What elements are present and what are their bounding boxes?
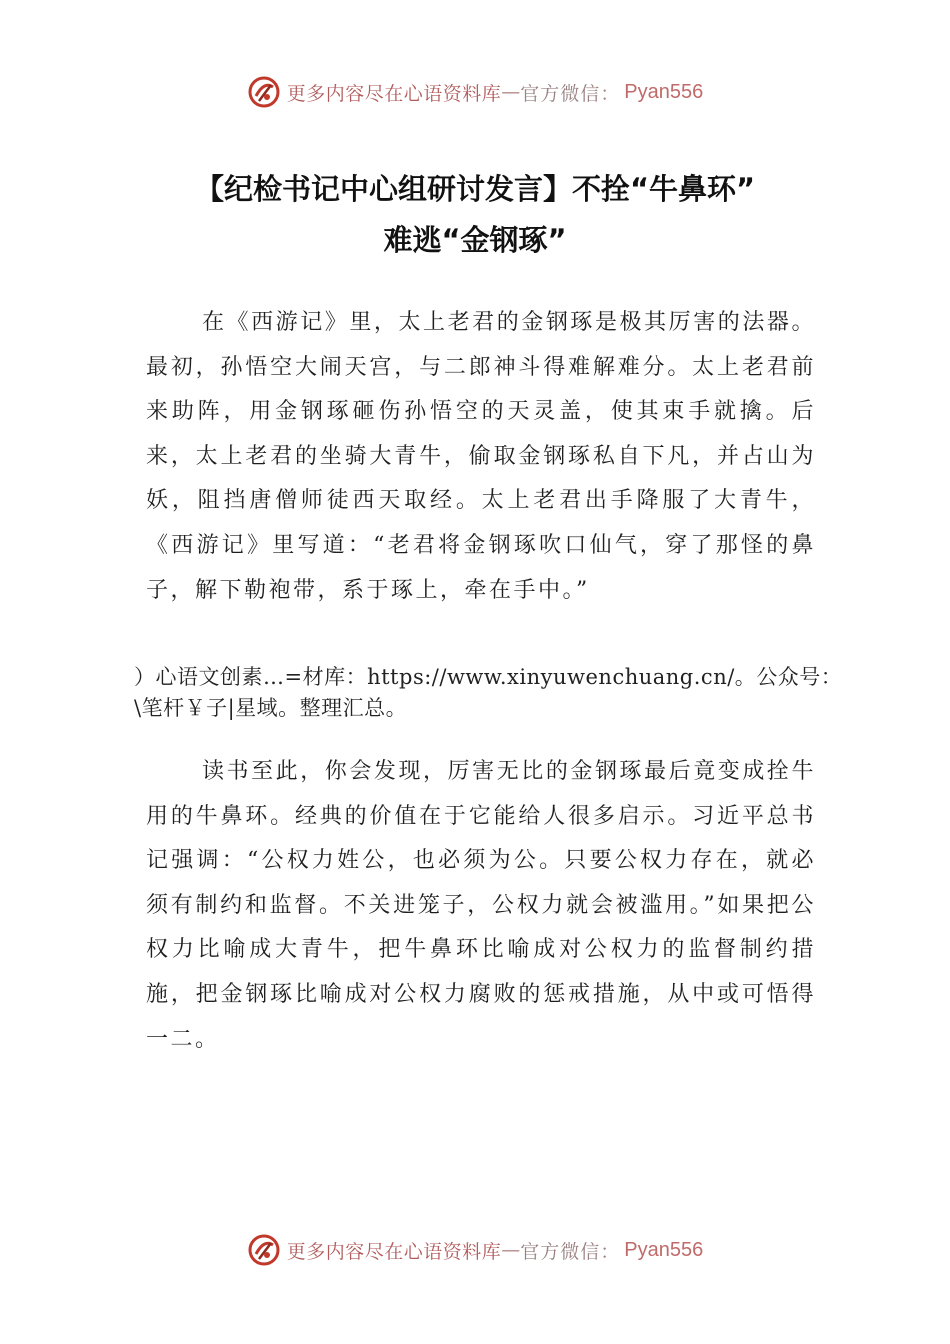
paragraph-1: 在《西游记》里，太上老君的金钢琢是极其厉害的法器。最初，孙悟空大闹天宫，与二郎神斗得难解难分。太上老君前来助阵，用金钢琢砸伤孙悟空的天灵盖，使其束手就擒。后来，太上老君的坐骑大青牛，偷取金钢琢私自下凡，并占山为妖，阻挡唐僧师徒西天取经。太上老君出手降服了大青牛，《西游记》里写道：“老君将金钢琢吹口仙气，穿了那怪的鼻子，解下勒袍带，系于琢上，牵在手中。” xyxy=(146,310,816,603)
wechat-label: 官方微信： xyxy=(520,82,621,105)
banner-text: 更多内容尽在心语资料库 xyxy=(286,82,502,105)
document-title xyxy=(100,164,850,266)
seal-logo-icon xyxy=(247,1233,281,1267)
seal-logo-icon xyxy=(247,75,281,109)
banner-dash: — xyxy=(501,81,521,103)
header-banner xyxy=(0,72,950,112)
wechat-id: Pyan556 xyxy=(624,1238,704,1261)
title-line-2: 难逃“金钢琢” xyxy=(383,223,567,257)
wechat-label: 官方微信： xyxy=(520,1240,621,1263)
footer-banner xyxy=(0,1230,950,1270)
banner-dash: — xyxy=(501,1239,521,1261)
source-note: ）心语文创素…=材库：https://www.xinyuwenchuang.cn/。公众号：\笔杆￥子|星域。整理汇总。 xyxy=(134,665,843,720)
paragraph-2: 读书至此，你会发现，厉害无比的金钢琢最后竟变成拴牛用的牛鼻环。经典的价值在于它能给人很多启示。习近平总书记强调：“公权力姓公，也必须为公。只要公权力存在，就必须有制约和监督。不关进笼子，公权力就会被滥用。”如果把公权力比喻成大青牛，把牛鼻环比喻成对公权力的监督制约措施，把金钢琢比喻成对公权力腐败的惩戒措施，从中或可悟得一二。 xyxy=(146,759,816,1052)
title-line-1: 【纪检书记中心组研讨发言】不拴“牛鼻环” xyxy=(194,172,756,206)
wechat-id: Pyan556 xyxy=(624,80,704,103)
banner-text: 更多内容尽在心语资料库 xyxy=(286,1240,502,1263)
